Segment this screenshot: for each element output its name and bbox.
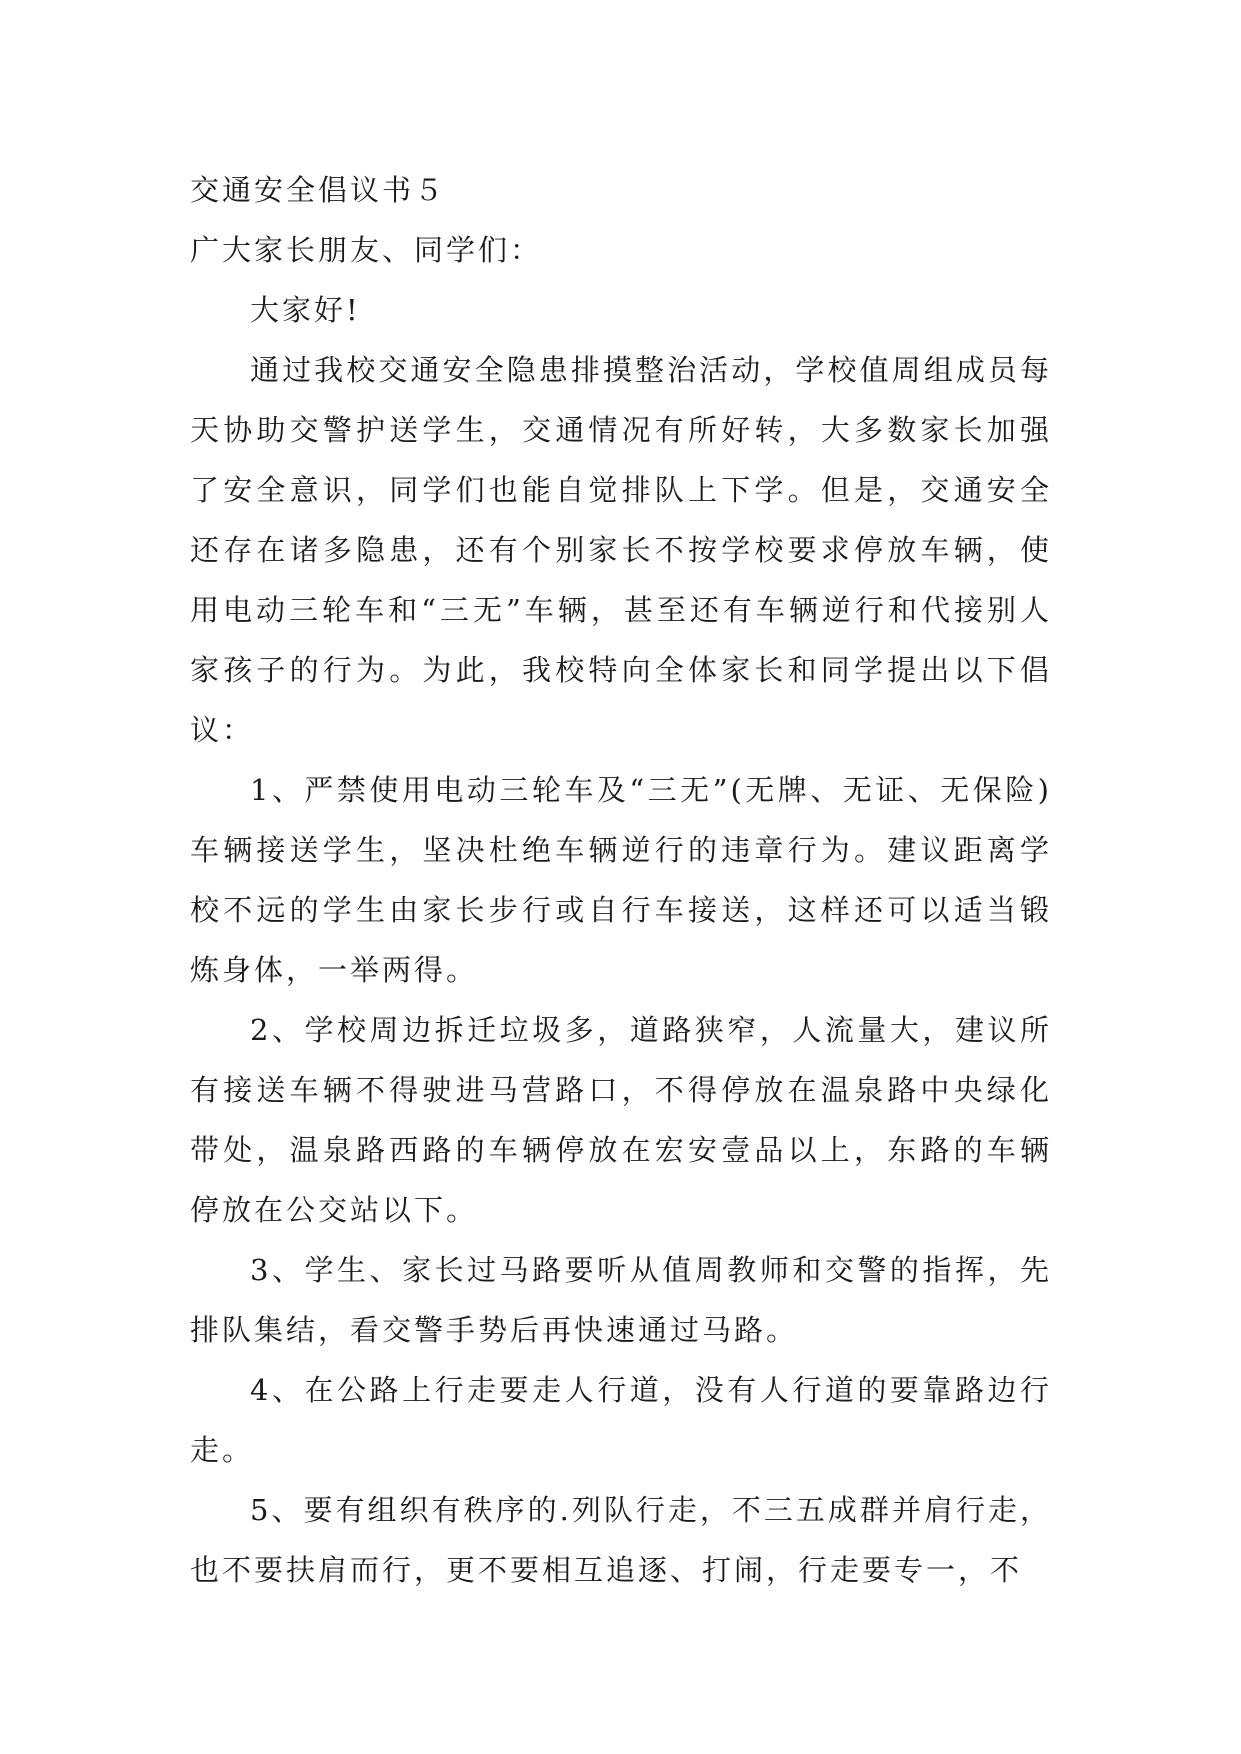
proposal-item-5: 5、要有组织有秩序的.列队行走，不三五成群并肩行走，也不要扶肩而行，更不要相互追逐、打闹，行走要专一，不 [190, 1493, 1052, 1587]
document-body [190, 160, 1052, 1600]
salutation: 广大家长朋友、同学们： [190, 233, 543, 267]
greeting: 大家好! [250, 293, 361, 327]
document-title: 交通安全倡议书５ [190, 173, 447, 207]
proposal-item-2: 2、学校周边拆迁垃圾多，道路狭窄，人流量大，建议所有接送车辆不得驶进马营路口，不得停放在温泉路中央绿化带处，温泉路西路的车辆停放在宏安壹品以上，东路的车辆停放在公交站以下。 [190, 1013, 1052, 1227]
proposal-item-3: 3、学生、家长过马路要听从值周教师和交警的指挥，先排队集结，看交警手势后再快速通过马路。 [190, 1253, 1052, 1347]
proposal-item-1: 1、严禁使用电动三轮车及“三无”(无牌、无证、无保险)车辆接送学生，坚决杜绝车辆逆行的违章行为。建议距离学校不远的学生由家长步行或自行车接送，这样还可以适当锻炼身体，一举两得。 [190, 773, 1052, 987]
intro-paragraph: 通过我校交通安全隐患排摸整治活动，学校值周组成员每天协助交警护送学生，交通情况有所好转，大多数家长加强了安全意识，同学们也能自觉排队上下学。但是，交通安全还存在诸多隐患，还有个别家长不按学校要求停放车辆，使用电动三轮车和“三无”车辆，甚至还有车辆逆行和代接别人家孩子的行为。为此，我校特向全体家长和同学提出以下倡议： [190, 353, 1052, 747]
proposal-item-4: 4、在公路上行走要走人行道，没有人行道的要靠路边行走。 [190, 1373, 1052, 1467]
